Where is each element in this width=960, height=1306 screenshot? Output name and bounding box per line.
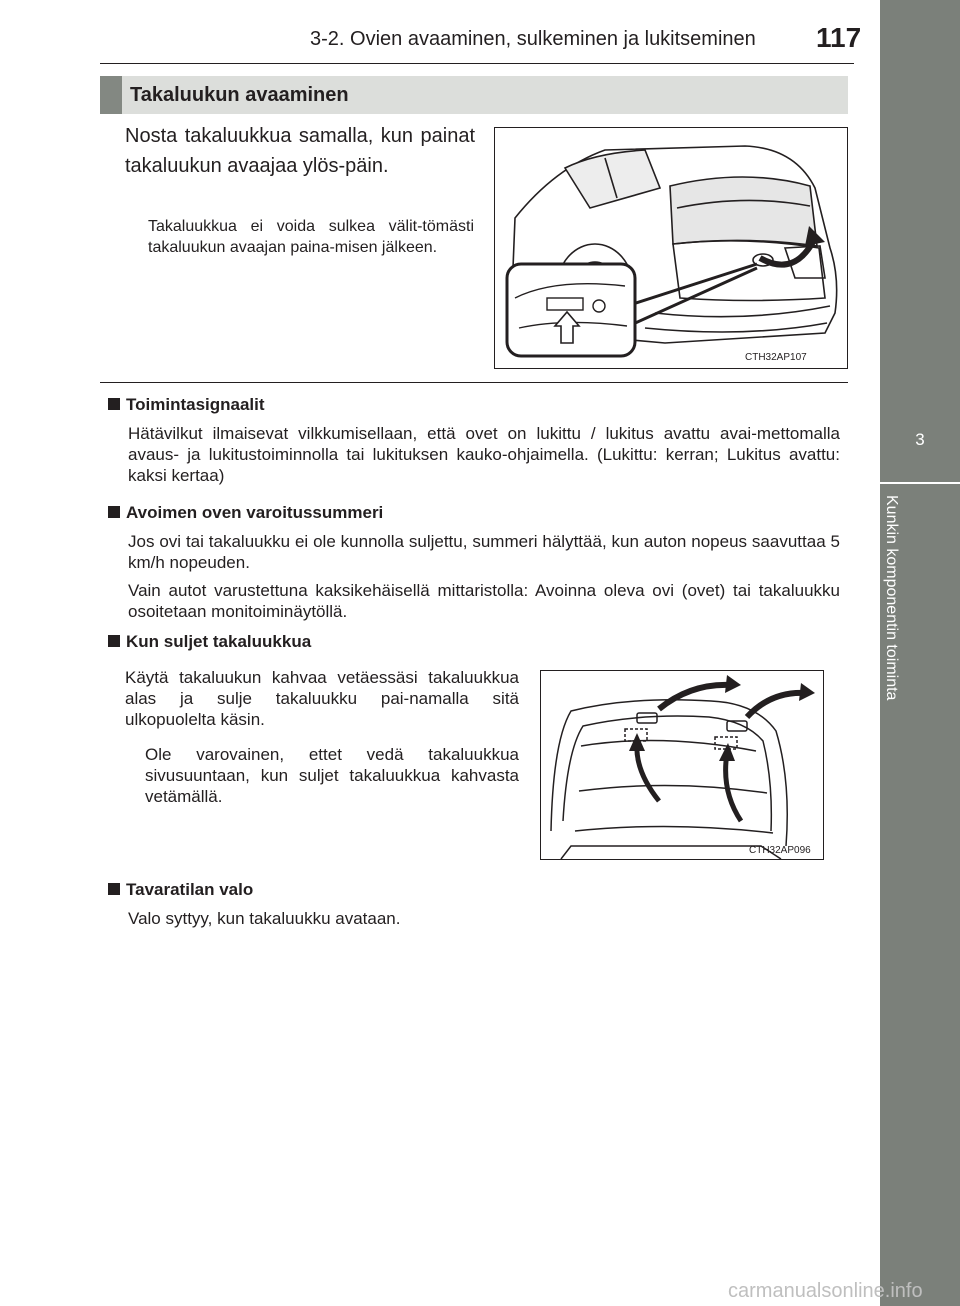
side-tab-number: 3 [915,430,925,449]
figure-code: CTH32AP107 [745,352,807,363]
watermark: carmanualsonline.info [728,1280,923,1302]
intro-instruction: Nosta takaluukkua samalla, kun painat takaluukun avaajaa ylös-päin. [125,125,475,177]
open-tailgate-illustration [541,671,823,859]
info-text-closing-1: Käytä takaluukun kahvaa vetäessäsi takaluukkua alas ja sulje takaluukku pai-namalla sitä ulkopuolelta käsin. [125,668,519,729]
page-number: 117 [816,22,862,53]
figure-code: CTH32AP096 [749,845,811,856]
side-tab-label: Kunkin komponentin toiminta [883,495,900,701]
info-heading-closing [108,632,311,652]
figure-tailgate-opener [494,127,848,369]
side-tab-upper [880,0,960,404]
info-title: Avoimen oven varoitussummeri [126,503,384,522]
info-heading-buzzer [108,503,383,523]
bullet-square-icon [108,883,120,895]
bullet-square-icon [108,506,120,518]
info-text-signals: Hätävilkut ilmaisevat vilkkumisellaan, että ovet on lukittu / lukitus avattu avai-mettomalla avaus- ja lukitustoiminnolla tai lukituksen kauko-ohjaimella. (Lukittu: kerran; Lukitus avattu: kaksi kertaa) [128,424,840,485]
info-text-buzzer-2: Vain autot varustettuna kaksikehäisellä mittaristolla: Avoinna oleva ovi (ovet) tai takaluukku osoitetaan monitoiminäytöllä. [128,581,840,621]
section-heading: Takaluukun avaaminen [130,84,349,106]
section-divider [100,382,848,383]
header-rule [100,63,854,64]
figure-tailgate-handles [540,670,824,860]
intro-note: Takaluukkua ei voida sulkea välit-tömästi takaluukun avaajan paina-misen jälkeen. [148,218,474,256]
info-heading-cargo-light [108,880,253,900]
section-heading-bar [100,76,122,114]
info-title: Tavaratilan valo [126,880,254,899]
info-title: Kun suljet takaluukkua [126,632,312,651]
info-heading-signals [108,395,265,415]
info-text-closing-2: Ole varovainen, ettet vedä takaluukkua sivusuuntaan, kun suljet takaluukkua kahvasta vetämällä. [145,745,519,806]
info-text-cargo-light: Valo syttyy, kun takaluukku avataan. [128,909,401,928]
bullet-square-icon [108,635,120,647]
chapter-title: 3-2. Ovien avaaminen, sulkeminen ja lukitseminen [310,28,756,50]
car-rear-illustration [495,128,847,368]
bullet-square-icon [108,398,120,410]
info-text-buzzer-1: Jos ovi tai takaluukku ei ole kunnolla suljettu, summeri hälyttää, kun auton nopeus saavuttaa 5 km/h nopeuden. [128,532,840,572]
info-title: Toimintasignaalit [126,395,265,414]
